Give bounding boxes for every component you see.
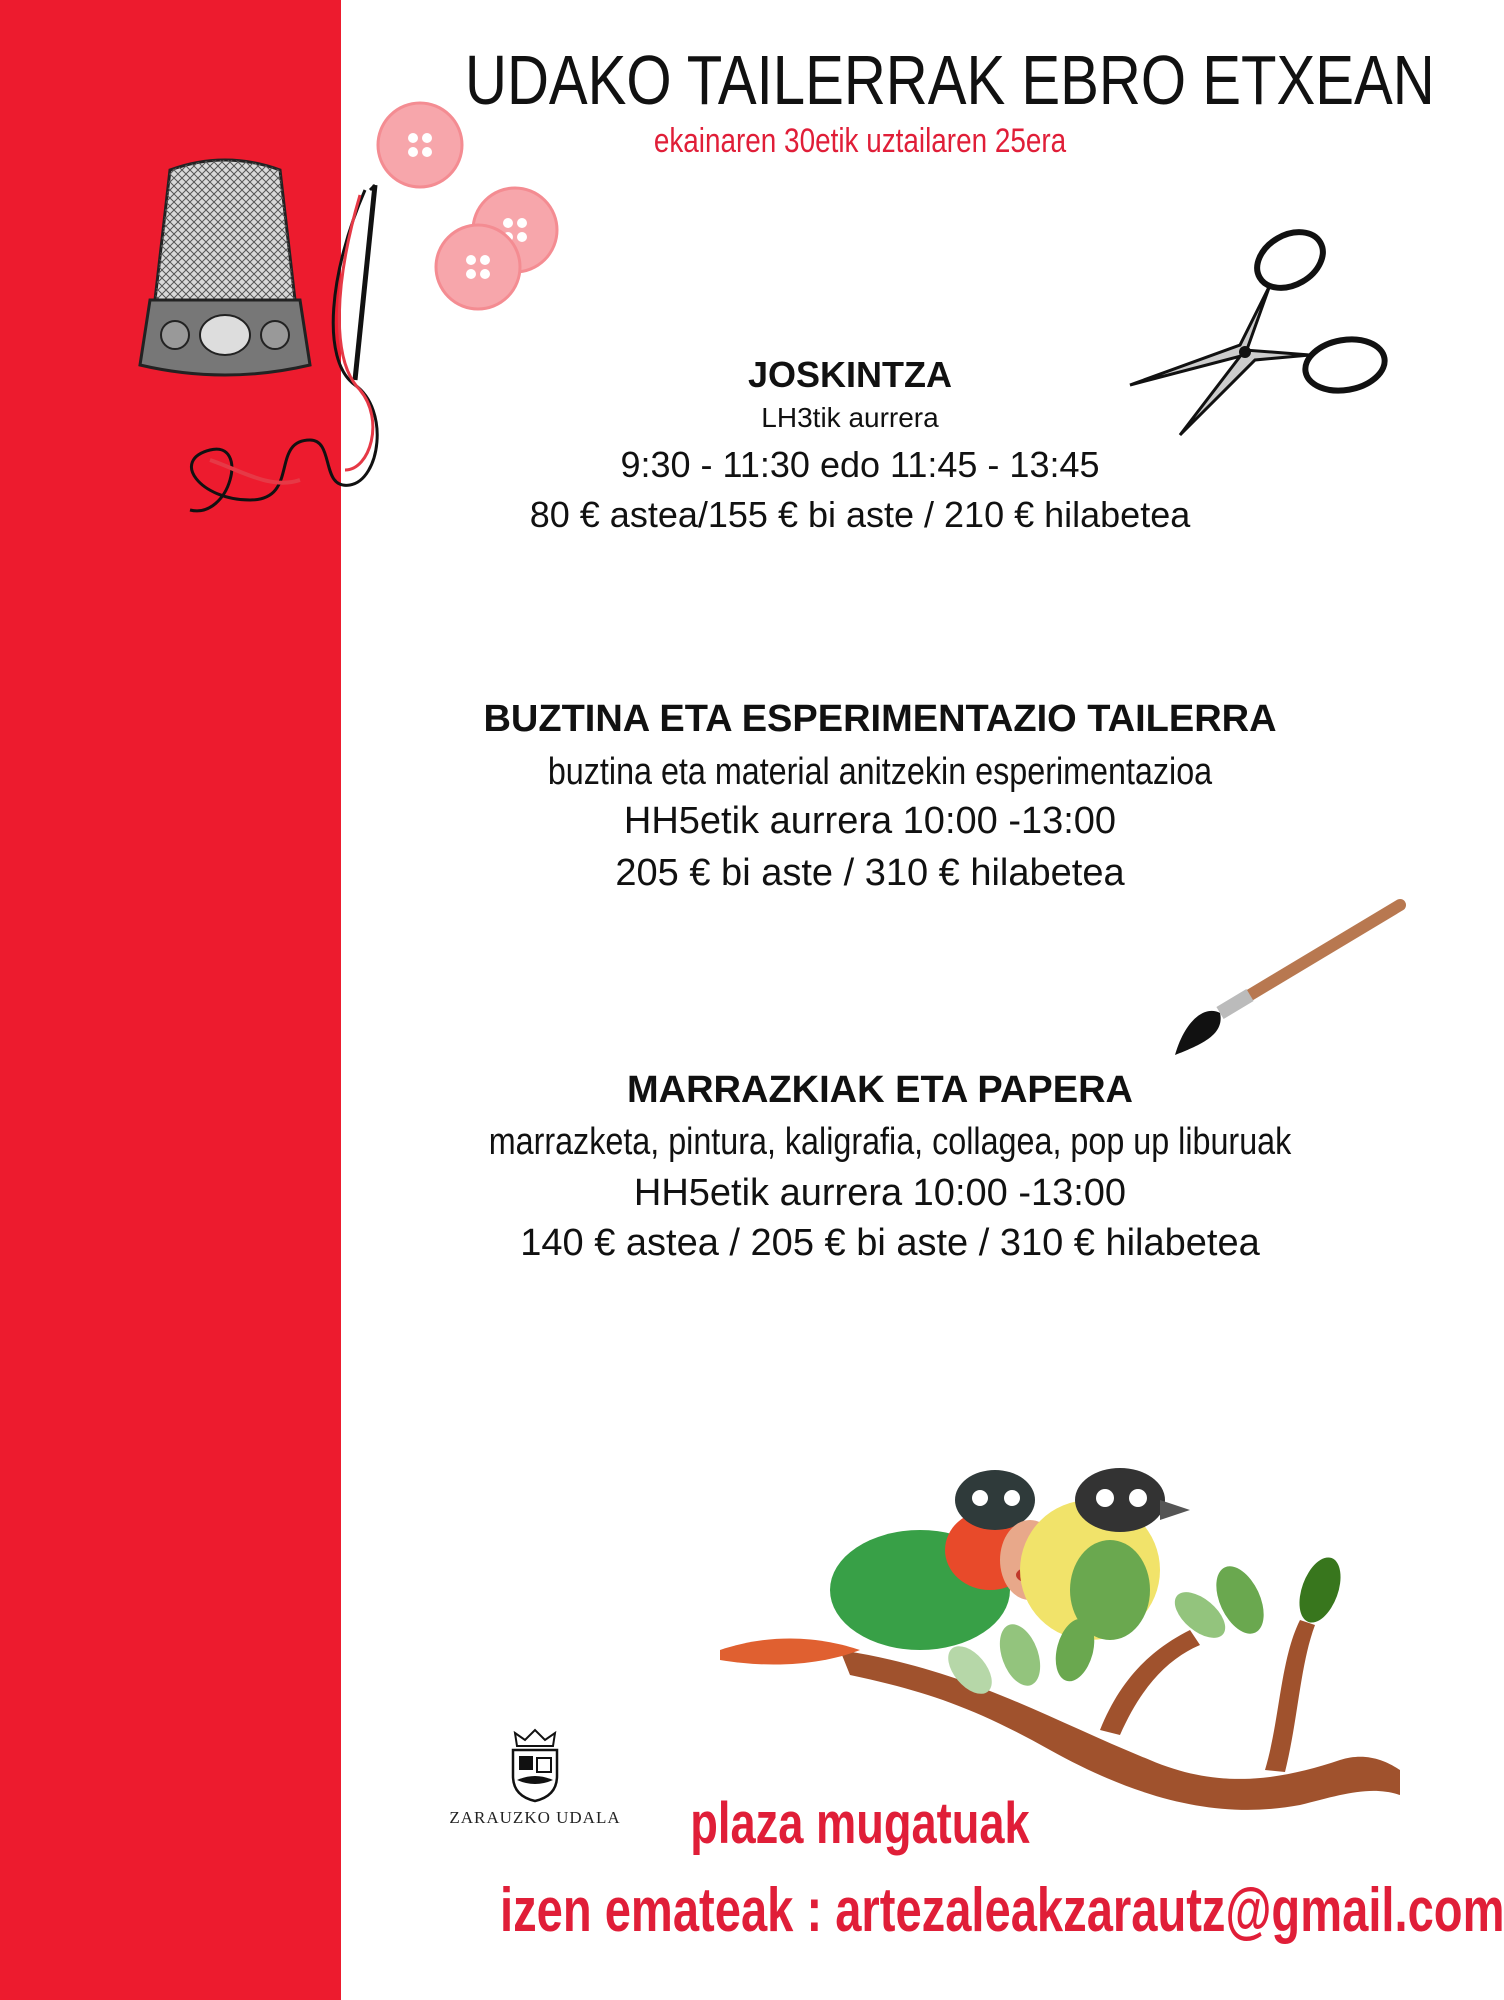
workshop-schedule: 9:30 - 11:30 edo 11:45 - 13:45 <box>620 444 1100 485</box>
needle-thread-icon <box>150 170 410 550</box>
scissors-icon <box>1120 225 1390 445</box>
poster-subtitle: ekainaren 30etik uztailaren 25era <box>653 122 1067 160</box>
registration-email[interactable]: izen emateak : artezaleakzarautz@gmail.com <box>500 1876 1504 1945</box>
button-icon <box>433 222 523 312</box>
municipal-coat-of-arms-icon <box>505 1728 565 1803</box>
workshop-title: BUZTINA ETA ESPERIMENTAZIO TAILERRA <box>483 698 1277 740</box>
workshop-title: JOSKINTZA <box>747 354 952 395</box>
limited-places-note: plaza mugatuak <box>690 1791 1030 1856</box>
workshop-price: 140 € astea / 205 € bi aste / 310 € hilabetea <box>520 1222 1260 1264</box>
workshop-title: MARRAZKIAK ETA PAPERA <box>627 1069 1133 1111</box>
workshop-description: buztina eta material anitzekin esperimentazioa <box>547 751 1213 793</box>
municipal-logo-text: ZARAUZKO UDALA <box>449 1808 621 1827</box>
workshop-price: 80 € astea/155 € bi aste / 210 € hilabetea <box>529 494 1191 535</box>
workshop-price: 205 € bi aste / 310 € hilabetea <box>615 852 1125 894</box>
workshop-schedule: HH5etik aurrera 10:00 -13:00 <box>633 1172 1127 1214</box>
workshop-level: LH3tik aurrera <box>761 402 939 433</box>
paintbrush-icon <box>1165 895 1405 1075</box>
workshop-schedule: HH5etik aurrera 10:00 -13:00 <box>623 800 1117 842</box>
poster-title: UDAKO TAILERRAK EBRO ETXEAN <box>465 41 1435 119</box>
workshop-description: marrazketa, pintura, kaligrafia, collagea, pop up liburuak <box>488 1121 1292 1163</box>
button-icon <box>375 100 465 190</box>
birds-on-branch-illustration <box>720 1400 1400 1820</box>
